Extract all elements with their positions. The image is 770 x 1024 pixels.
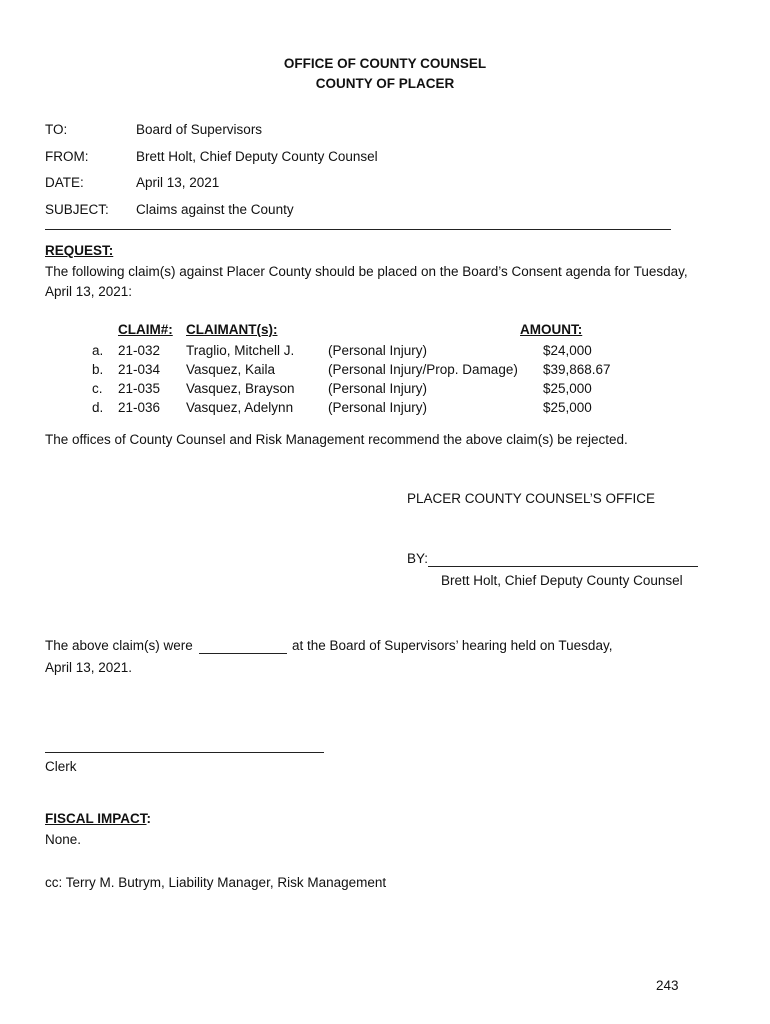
fiscal-impact-heading-text: FISCAL IMPACT <box>45 811 147 826</box>
request-text-line1: The following claim(s) against Placer County should be placed on the Board’s Consent agenda for Tuesday, <box>45 264 688 279</box>
fiscal-impact-colon: : <box>146 811 152 826</box>
amount-header: AMOUNT: <box>520 322 583 337</box>
claim-type: (Personal Injury) <box>328 381 428 396</box>
from-label: FROM: <box>45 149 89 164</box>
claimant-name: Traglio, Mitchell J. <box>186 343 295 358</box>
claim-type: (Personal Injury/Prop. Damage) <box>328 362 518 377</box>
clerk-label: Clerk <box>45 759 77 774</box>
by-label: BY: <box>407 551 429 566</box>
cc-line: cc: Terry M. Butrym, Liability Manager, Risk Management <box>45 875 387 890</box>
claimant-name: Vasquez, Adelynn <box>186 400 294 415</box>
claimant-header: CLAIMANT(s): <box>186 322 278 337</box>
subject-label: SUBJECT: <box>45 202 109 217</box>
fiscal-impact-heading <box>45 811 151 826</box>
row-letter: a. <box>92 343 104 358</box>
row-letter: c. <box>92 381 103 396</box>
claim-amount: $24,000 <box>543 343 592 358</box>
signer-name: Brett Holt, Chief Deputy County Counsel <box>441 573 683 588</box>
date-value: April 13, 2021 <box>136 175 220 190</box>
recommendation-text: The offices of County Counsel and Risk Management recommend the above claim(s) be rejected. <box>45 432 628 447</box>
to-value: Board of Supervisors <box>136 122 263 137</box>
to-label: TO: <box>45 122 68 137</box>
row-letter: d. <box>92 400 104 415</box>
signature-line <box>428 566 698 567</box>
claim-amount: $39,868.67 <box>543 362 611 377</box>
claim-amount: $25,000 <box>543 400 592 415</box>
outcome-text-line2: April 13, 2021. <box>45 660 133 675</box>
outcome-blank-line <box>199 653 287 654</box>
office-title: OFFICE OF COUNTY COUNSEL <box>283 56 487 71</box>
claim-number: 21-034 <box>118 362 161 377</box>
claim-number: 21-032 <box>118 343 161 358</box>
subject-value: Claims against the County <box>136 202 294 217</box>
from-value: Brett Holt, Chief Deputy County Counsel <box>136 149 378 164</box>
claimant-name: Vasquez, Brayson <box>186 381 295 396</box>
date-label: DATE: <box>45 175 84 190</box>
claimant-name: Vasquez, Kaila <box>186 362 276 377</box>
request-heading: REQUEST: <box>45 243 114 258</box>
claim-number: 21-036 <box>118 400 161 415</box>
row-letter: b. <box>92 362 104 377</box>
outcome-text-start: The above claim(s) were <box>45 638 193 653</box>
claim-type: (Personal Injury) <box>328 400 428 415</box>
county-title: COUNTY OF PLACER <box>315 76 455 91</box>
claim-amount: $25,000 <box>543 381 592 396</box>
claim-number-header: CLAIM#: <box>118 322 173 337</box>
clerk-signature-line <box>45 752 324 753</box>
outcome-text-end: at the Board of Supervisors’ hearing held on Tuesday, <box>292 638 613 653</box>
counsel-office-name: PLACER COUNTY COUNSEL’S OFFICE <box>407 491 656 506</box>
header-divider <box>45 229 671 230</box>
claim-type: (Personal Injury) <box>328 343 428 358</box>
fiscal-impact-value: None. <box>45 832 82 847</box>
request-text-line2: April 13, 2021: <box>45 284 133 299</box>
page-number: 243 <box>656 978 679 993</box>
claim-number: 21-035 <box>118 381 161 396</box>
